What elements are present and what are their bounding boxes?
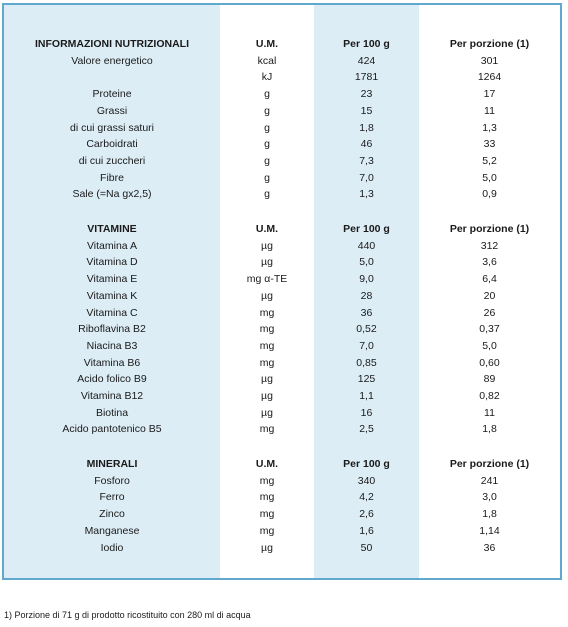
cell-unit: mg: [259, 524, 275, 537]
section-header: [4, 221, 560, 237]
cell-per-100g: 23: [360, 88, 373, 101]
cell-per-100g: 1,3: [359, 188, 374, 201]
cell-unit: kJ: [261, 71, 273, 84]
cell-per-100g: 7,0: [359, 339, 374, 352]
cell-per-portion: 6,4: [482, 273, 497, 286]
cell-nutrient: Vitamina A: [86, 239, 137, 252]
cell-nutrient: Fosforo: [94, 474, 130, 487]
cell-unit: µg: [261, 373, 273, 386]
cell-nutrient: Carboidrati: [86, 138, 138, 151]
cell-unit: mg: [259, 474, 275, 487]
cell-per-portion: 26: [483, 306, 496, 319]
cell-per-100g: 1781: [354, 71, 379, 84]
cell-per-100g: 4,2: [359, 491, 374, 504]
cell-unit: mg: [259, 423, 275, 436]
cell-nutrient: Vitamina B6: [83, 356, 141, 369]
cell-nutrient: di cui zuccheri: [78, 154, 146, 167]
cell-per-100g: 1,8: [359, 121, 374, 134]
cell-unit: mg: [259, 306, 275, 319]
cell-nutrient: Niacina B3: [86, 339, 138, 352]
cell-per-portion: 1,8: [482, 508, 497, 521]
header-per-100g: Per 100 g: [343, 458, 390, 470]
cell-per-portion: 33: [483, 138, 496, 151]
cell-per-portion: 20: [483, 289, 496, 302]
cell-unit: g: [264, 104, 270, 117]
cell-unit: g: [264, 138, 270, 151]
cell-per-portion: 1264: [477, 71, 502, 84]
cell-per-portion: 3,6: [482, 256, 497, 269]
cell-per-100g: 2,6: [359, 508, 374, 521]
table-row: [4, 473, 560, 489]
cell-per-portion: 5,0: [482, 171, 497, 184]
cell-per-portion: 1,8: [482, 423, 497, 436]
cell-unit: g: [264, 171, 270, 184]
cell-per-portion: 1,14: [479, 524, 500, 537]
cell-nutrient: Grassi: [96, 104, 128, 117]
nutrition-table: [2, 3, 562, 580]
table-row: [4, 186, 560, 202]
cell-unit: mg: [259, 356, 275, 369]
cell-unit: mg: [259, 339, 275, 352]
cell-nutrient: Valore energetico: [71, 54, 153, 67]
cell-unit: g: [264, 121, 270, 134]
cell-unit: µg: [261, 289, 273, 302]
table-row: [4, 405, 560, 421]
header-per-portion: Per porzione (1): [449, 458, 530, 470]
cell-nutrient: Manganese: [84, 524, 140, 537]
cell-nutrient: Vitamina D: [86, 256, 138, 269]
table-row: [4, 540, 560, 556]
cell-nutrient: Iodio: [100, 541, 124, 554]
cell-nutrient: Ferro: [99, 491, 125, 504]
cell-per-100g: 1,6: [359, 524, 374, 537]
cell-unit: µg: [261, 256, 273, 269]
table-row: [4, 421, 560, 437]
header-per-portion: Per porzione (1): [449, 38, 530, 50]
cell-nutrient: Fibre: [100, 171, 124, 184]
table-row: [4, 305, 560, 321]
table-row: [4, 86, 560, 102]
cell-per-portion: 89: [483, 373, 496, 386]
cell-per-portion: 1,3: [482, 121, 497, 134]
cell-per-100g: 15: [360, 104, 373, 117]
cell-unit: µg: [261, 239, 273, 252]
table-row: [4, 238, 560, 254]
cell-per-100g: 424: [357, 54, 376, 67]
cell-per-portion: 36: [483, 541, 496, 554]
cell-nutrient: Acido folico B9: [77, 373, 147, 386]
cell-unit: mg: [259, 508, 275, 521]
table-row: [4, 321, 560, 337]
cell-nutrient: Zinco: [99, 508, 125, 521]
section-header: [4, 456, 560, 472]
cell-per-100g: 7,0: [359, 171, 374, 184]
cell-per-100g: 7,3: [359, 154, 374, 167]
table-row: [4, 271, 560, 287]
header-per-100g: Per 100 g: [343, 223, 390, 235]
table-row: [4, 136, 560, 152]
cell-per-portion: 5,0: [482, 339, 497, 352]
cell-per-100g: 50: [360, 541, 373, 554]
table-row: [4, 120, 560, 136]
cell-nutrient: Vitamina E: [86, 273, 138, 286]
header-per-100g: Per 100 g: [343, 38, 390, 50]
table-row: [4, 153, 560, 169]
cell-nutrient: Sale (=Na gx2,5): [72, 188, 152, 201]
table-row: [4, 338, 560, 354]
cell-per-portion: 0,37: [479, 323, 500, 336]
cell-unit: g: [264, 88, 270, 101]
cell-per-100g: 1,1: [359, 390, 374, 402]
cell-per-portion: 11: [484, 406, 495, 419]
table-row: [4, 170, 560, 186]
cell-unit: kcal: [257, 54, 277, 67]
cell-per-portion: 0,9: [482, 188, 497, 201]
cell-per-portion: 11: [484, 104, 495, 117]
table-row: [4, 371, 560, 387]
cell-nutrient: Proteine: [92, 88, 132, 101]
cell-unit: g: [264, 154, 270, 167]
header-per-portion: Per porzione (1): [449, 223, 530, 235]
cell-per-portion: 0,60: [479, 356, 500, 369]
header-unit: U.M.: [255, 38, 279, 50]
cell-nutrient: Biotina: [95, 406, 129, 419]
cell-nutrient: di cui grassi saturi: [69, 121, 155, 134]
table-row: [4, 254, 560, 270]
cell-per-portion: 5,2: [482, 154, 497, 167]
header-unit: U.M.: [255, 458, 279, 470]
section-header: [4, 36, 560, 52]
cell-per-portion: 0,82: [479, 390, 500, 402]
header-nutrient: VITAMINE: [87, 223, 137, 235]
cell-unit: µg: [261, 541, 273, 554]
table-row: [4, 489, 560, 505]
cell-per-portion: 3,0: [482, 491, 497, 504]
table-row: [4, 103, 560, 119]
cell-unit: µg: [261, 406, 273, 419]
cell-unit: mg: [259, 323, 275, 336]
cell-per-100g: 16: [360, 406, 373, 419]
footnote: 1) Porzione di 71 g di prodotto ricostituito con 280 ml di acqua: [4, 610, 251, 620]
cell-nutrient: Vitamina K: [86, 289, 138, 302]
cell-per-100g: 2,5: [359, 423, 374, 436]
cell-per-portion: 301: [480, 54, 499, 67]
table-row: [4, 69, 560, 85]
table-row: [4, 53, 560, 69]
cell-per-100g: 0,52: [356, 323, 377, 336]
cell-per-portion: 17: [483, 88, 496, 101]
cell-nutrient: Vitamina C: [86, 306, 138, 319]
cell-unit: µg: [261, 390, 273, 402]
cell-unit: g: [264, 188, 270, 201]
table-row: [4, 355, 560, 371]
cell-per-100g: 340: [357, 474, 376, 487]
cell-nutrient: Riboflavina B2: [78, 323, 146, 336]
table-row: [4, 523, 560, 539]
table-row: [4, 388, 560, 404]
header-nutrient: MINERALI: [86, 458, 138, 470]
header-nutrient: INFORMAZIONI NUTRIZIONALI: [35, 38, 189, 50]
cell-nutrient: Vitamina B12: [80, 390, 144, 402]
cell-per-100g: 36: [360, 306, 373, 319]
cell-per-100g: 0,85: [356, 356, 377, 369]
cell-unit: mg α-TE: [246, 273, 288, 286]
cell-per-portion: 241: [480, 474, 499, 487]
cell-per-100g: 28: [360, 289, 373, 302]
header-unit: U.M.: [255, 223, 279, 235]
cell-per-100g: 46: [360, 138, 373, 151]
cell-per-100g: 125: [357, 373, 376, 386]
cell-per-100g: 5,0: [359, 256, 374, 269]
table-row: [4, 288, 560, 304]
cell-unit: mg: [259, 491, 275, 504]
table-row: [4, 506, 560, 522]
cell-nutrient: Acido pantotenico B5: [62, 423, 162, 436]
cell-per-100g: 440: [357, 239, 376, 252]
cell-per-portion: 312: [480, 239, 499, 252]
cell-per-100g: 9,0: [359, 273, 374, 286]
